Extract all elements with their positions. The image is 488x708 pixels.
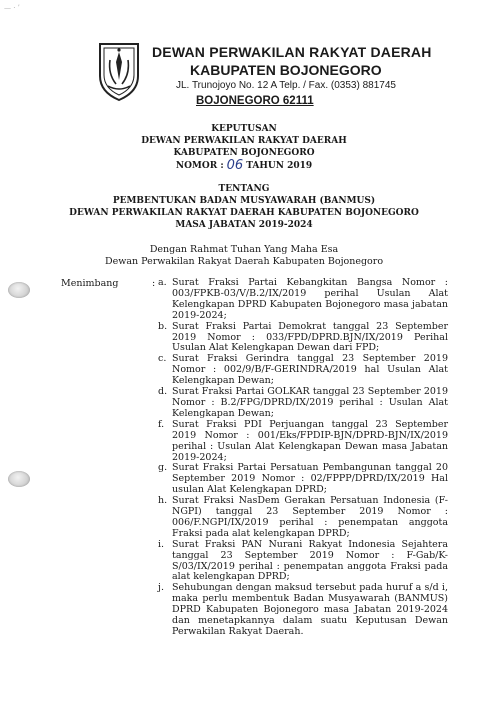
menimbang-item-text: Surat Fraksi Partai GOLKAR tanggal 23 September 2019 Nomor : B.2/FPG/DPRD/IX/2019 perihal : Usulan Alat Kelengkapan Dewan; bbox=[172, 386, 448, 419]
menimbang-item-text: Surat Fraksi Partai Kebangkitan Bangsa Nomor : 003/FPKB-03/V/B.2/IX/2019 perihal Usulan Alat Kelengkapan DPRD Kabupaten Bojonegoro masa jabatan 2019-2024; bbox=[172, 277, 448, 321]
menimbang-item bbox=[158, 496, 448, 540]
menimbang-item-text: Sehubungan dengan maksud tersebut pada huruf a s/d i, maka perlu membentuk Badan Musyawarah (BANMUS) DPRD Kabupaten Bojonegoro masa Jabatan 2019-2024 dan menetapkannya dalam suatu Keputusan Dewan Perwakilan Rakyat Daerah. bbox=[172, 582, 448, 637]
menimbang-item bbox=[158, 322, 448, 355]
menimbang-item-text: Surat Fraksi Partai Demokrat tanggal 23 September 2019 Nomor : 033/FPD/DPRD.BJN/IX/2019 Perihal Usulan Alat Kelengkapan Dewan dari FPD; bbox=[172, 320, 448, 354]
menimbang-item-letter: i. bbox=[158, 538, 165, 550]
menimbang-item-text: Surat Fraksi Partai Persatuan Pembangunan tanggal 20 September 2019 Nomor : 02/FPPP/DPRD/IX/2019 Hal usulan Alat Kelengkapan DPRD; bbox=[172, 462, 448, 496]
menimbang-item bbox=[158, 387, 448, 420]
menimbang-item-text: Surat Fraksi PDI Perjuangan tanggal 23 September 2019 Nomor : 001/Eks/FPDIP-BJN/DPRD-BJN/IX/2019 perihal : Usulan Alat Kelengkapan Dewan masa Jabatan 2019-2024; bbox=[172, 418, 448, 463]
bojonegoro-crest-icon bbox=[96, 40, 142, 102]
menimbang-item-letter: f. bbox=[158, 418, 165, 430]
menimbang-item bbox=[158, 463, 448, 496]
punch-hole-icon bbox=[8, 471, 30, 487]
menimbang-item bbox=[158, 540, 448, 584]
subject-block bbox=[0, 183, 488, 231]
city-postal: BOJONEGORO 62111 bbox=[196, 95, 314, 107]
menimbang-item-text: Surat Fraksi PAN Nurani Rakyat Indonesia Sejahtera tanggal 23 September 2019 Nomor : F-Gab/K-S/03/IX/2019 perihal : penempatan anggota Fraksi pada alat kelengkapan DPRD; bbox=[172, 538, 448, 583]
menimbang-item bbox=[158, 354, 448, 387]
tentang-heading: TENTANG bbox=[218, 184, 270, 194]
org-name: DEWAN PERWAKILAN RAKYAT DAERAH bbox=[152, 44, 432, 60]
subject-line-3: MASA JABATAN 2019-2024 bbox=[175, 220, 313, 230]
menimbang-item-letter: b. bbox=[158, 320, 168, 332]
menimbang-label: Menimbang bbox=[61, 278, 119, 289]
intro-block bbox=[0, 244, 488, 268]
punch-hole-icon bbox=[8, 282, 30, 298]
address-line: JL. Trunojoyo No. 12 A Telp. / Fax. (0353) 881745 bbox=[176, 80, 396, 91]
menimbang-item-letter: d. bbox=[158, 386, 168, 398]
menimbang-item-letter: a. bbox=[158, 277, 167, 288]
intro-line-2: Dewan Perwakilan Rakyat Daerah Kabupaten Bojonegoro bbox=[104, 256, 384, 267]
menimbang-item-letter: j. bbox=[158, 582, 164, 594]
corner-mark-icon: — · ’ bbox=[4, 4, 20, 12]
menimbang-item bbox=[158, 278, 448, 322]
nomor-label: NOMOR : bbox=[175, 161, 224, 171]
decree-regency: KABUPATEN BOJONEGORO bbox=[173, 148, 315, 158]
subject-line-2: DEWAN PERWAKILAN RAKYAT DAERAH KABUPATEN BOJONEGORO bbox=[69, 208, 419, 218]
menimbang-item bbox=[158, 583, 448, 638]
decree-heading: KEPUTUSAN bbox=[211, 124, 277, 134]
decree-title-block bbox=[0, 123, 488, 172]
decree-number-line bbox=[0, 159, 488, 172]
menimbang-item-letter: c. bbox=[158, 353, 167, 365]
menimbang-item-letter: g. bbox=[158, 462, 168, 474]
menimbang-colon: : bbox=[152, 278, 156, 289]
menimbang-item-text: Surat Fraksi Gerindra tanggal 23 September 2019 Nomor : 002/9/B/F-GERINDRA/2019 hal Usulan Alat Kelengkapan Dewan; bbox=[172, 353, 448, 387]
intro-line-1: Dengan Rahmat Tuhan Yang Maha Esa bbox=[149, 244, 339, 255]
menimbang-list bbox=[158, 278, 448, 638]
regency-name: KABUPATEN BOJONEGORO bbox=[190, 62, 382, 78]
decree-body: DEWAN PERWAKILAN RAKYAT DAERAH bbox=[141, 136, 347, 146]
menimbang-item-text: Surat Fraksi NasDem Gerakan Persatuan Indonesia (F-NGPI) tanggal 23 September 2019 Nomor : 006/F.NGPI/IX/2019 perihal : penempatan anggota Fraksi pada alat kelengkapan DPRD; bbox=[172, 495, 448, 539]
menimbang-item bbox=[158, 420, 448, 464]
nomor-handwritten: 06 bbox=[226, 158, 244, 173]
nomor-year: TAHUN 2019 bbox=[246, 161, 313, 171]
menimbang-item-letter: h. bbox=[158, 495, 168, 507]
subject-line-1: PEMBENTUKAN BADAN MUSYAWARAH (BANMUS) bbox=[112, 196, 376, 206]
